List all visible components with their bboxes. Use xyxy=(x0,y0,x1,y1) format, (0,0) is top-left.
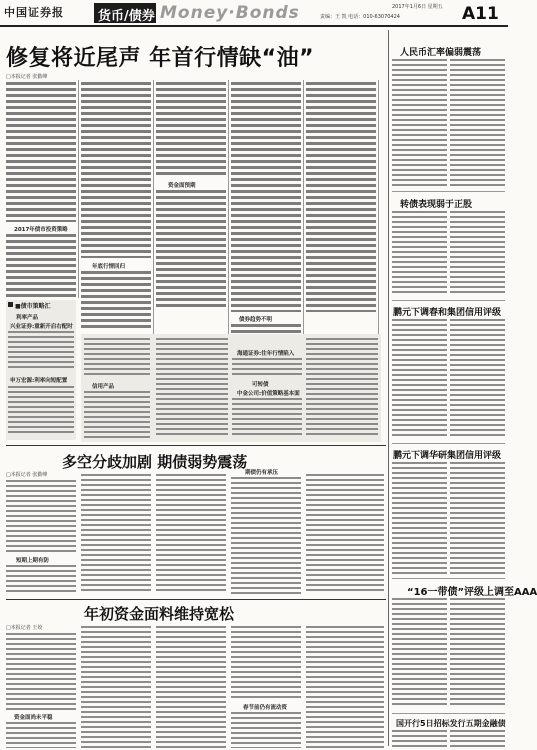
strategy-box-sub2: 兴业证券:重新开启右配时 xyxy=(10,324,73,330)
story2-byline: □本报记者 张勤峰 xyxy=(6,472,48,478)
right-column-divider xyxy=(388,30,389,746)
main-text-col2 xyxy=(81,82,151,258)
story3-subhead-2: 春节前仍有流动资 xyxy=(243,705,288,711)
main-text-col5 xyxy=(306,82,376,312)
right-headline-5: “16一带债”评级上调至AAA xyxy=(407,587,537,598)
newspaper-masthead: 中国证券报 xyxy=(4,6,64,19)
commentary-text xyxy=(232,398,302,438)
strategy-box-title: ■债市策略汇 xyxy=(15,303,51,310)
story3-text-col1 xyxy=(6,633,76,711)
story3-text-col3 xyxy=(156,626,226,748)
column-divider xyxy=(78,80,79,298)
right-headline-4: 鹏元下调华研集团信用评级 xyxy=(393,451,502,461)
right-text-4a xyxy=(392,462,447,574)
right-headline-1: 人民币汇率偏弱震荡 xyxy=(400,48,482,58)
story3-text-col2 xyxy=(81,626,151,748)
box-marker-icon xyxy=(8,302,13,307)
right-headline-2: 转债表现弱于正股 xyxy=(400,200,473,210)
strategy-box-text2 xyxy=(8,386,74,436)
story2-text-col3 xyxy=(156,474,226,594)
story3-headline: 年初资金面料维持宽松 xyxy=(84,605,235,623)
commentary-subhead-2: 海通证券:往年行情陷入 xyxy=(237,351,295,357)
section-title-en: Money·Bonds xyxy=(160,3,300,23)
main-byline: □本报记者 张勤峰 xyxy=(6,74,48,80)
main-text-col4 xyxy=(231,82,301,312)
story2-subhead-2: 短期上期有防 xyxy=(16,558,50,564)
right-text-3a xyxy=(392,319,447,439)
right-text-1a xyxy=(392,59,447,187)
right-text-6b xyxy=(450,730,505,748)
page-number: A11 xyxy=(462,4,499,24)
main-subhead-1: 2017年债市投资策略 xyxy=(14,227,68,233)
story2-text-col5 xyxy=(306,474,384,594)
story2-headline: 多空分歧加剧 期债弱势震荡 xyxy=(62,453,248,471)
story2-text-col4 xyxy=(231,477,301,594)
main-text-col1b xyxy=(6,234,76,298)
page-header xyxy=(0,0,508,27)
story2-subhead-1: 期债仍有承压 xyxy=(245,470,279,476)
commentary-text xyxy=(84,338,150,378)
story2-text-col1b xyxy=(6,565,76,595)
story2-text-col1 xyxy=(6,480,76,552)
section-title: 货币/债券 xyxy=(98,9,155,24)
column-divider xyxy=(303,80,304,340)
commentary-text xyxy=(306,338,378,438)
editor-credit: 责编：王 凯 电话：010-63070424 xyxy=(320,14,400,20)
main-subhead-2: 年底行情回归 xyxy=(92,264,126,270)
right-text-2a xyxy=(392,211,447,295)
column-divider xyxy=(378,80,379,340)
commentary-text xyxy=(84,391,150,439)
commentary-text xyxy=(156,338,228,438)
right-text-6a xyxy=(392,730,447,748)
right-text-5b xyxy=(450,598,505,708)
story2-text-col2 xyxy=(81,474,151,594)
strategy-box-sub3: 申万宏源:利率向短配置 xyxy=(10,378,68,384)
main-headline: 修复将近尾声 年首行情缺“油” xyxy=(6,46,315,71)
main-text-col2b xyxy=(81,271,151,331)
column-divider xyxy=(153,80,154,340)
commentary-subhead-4: 中金公司:价值策略基本面 xyxy=(237,391,300,397)
right-text-2b xyxy=(450,211,505,295)
right-text-5a xyxy=(392,598,447,708)
main-text-col3 xyxy=(156,82,226,178)
commentary-text xyxy=(232,358,302,378)
story3-subhead-1: 资金面尚未平稳 xyxy=(14,715,53,721)
main-subhead-4: 债券趋势不明 xyxy=(239,317,273,323)
main-text-col1 xyxy=(6,82,76,222)
story3-text-col4b xyxy=(231,712,301,748)
main-subhead-3: 资金面预期 xyxy=(168,183,196,189)
column-divider xyxy=(228,80,229,340)
story3-byline: □本报记者 王姣 xyxy=(6,625,43,631)
right-text-4b xyxy=(450,462,505,574)
commentary-subhead-1: 信用产品 xyxy=(92,384,115,390)
right-text-3b xyxy=(450,319,505,439)
story3-text-col4 xyxy=(231,626,301,700)
strategy-box-sub1: 利率产品 xyxy=(16,315,39,321)
right-headline-6: 国开行5日招标发行五期金融债 xyxy=(396,719,506,728)
strategy-box-text1 xyxy=(8,331,74,371)
right-text-1b xyxy=(450,59,505,187)
story3-text-col1b xyxy=(6,722,76,748)
issue-date: 2017年1月6日 星期五 xyxy=(392,4,443,10)
story3-text-col5 xyxy=(306,626,384,748)
main-text-col3b xyxy=(156,190,226,310)
commentary-subhead-3: 可转债 xyxy=(252,382,269,388)
right-headline-3: 鹏元下调春和集团信用评级 xyxy=(393,308,502,318)
